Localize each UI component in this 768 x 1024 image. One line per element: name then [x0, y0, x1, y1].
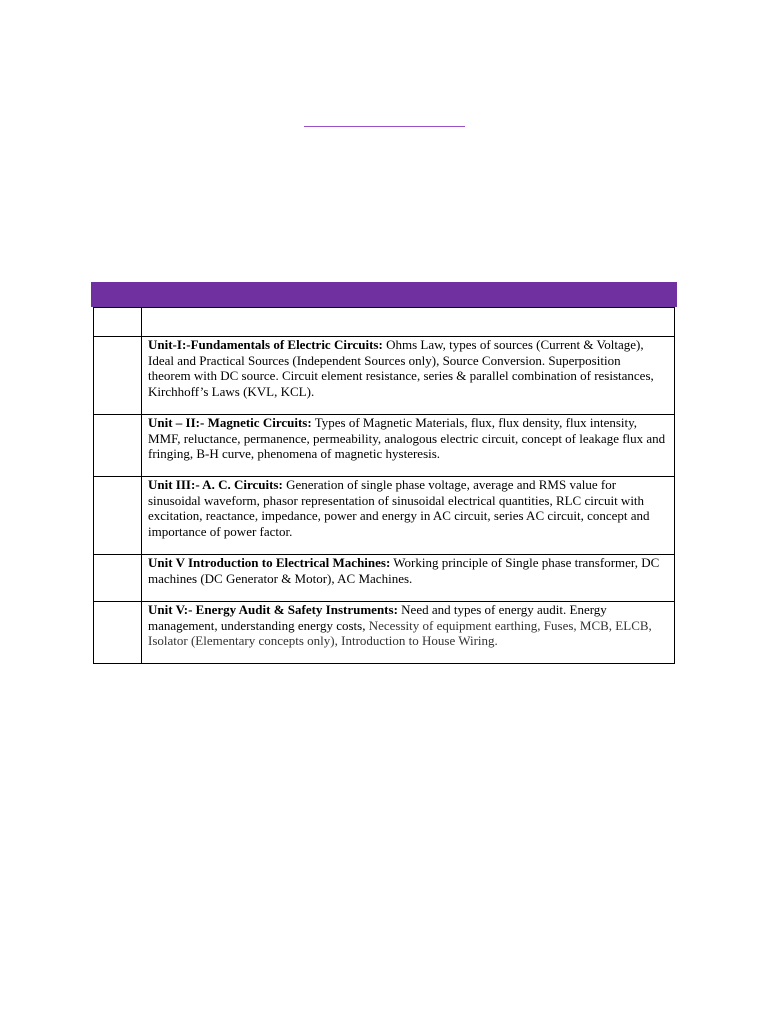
unit-description-continued: Necessity of equipment earthing, Fuses, MCB, ELCB, Isolator (Elementary concepts only), Introduction to House Wiring. — [148, 617, 652, 648]
unit-description: Ohms Law, types of sources (Current & Voltage), Ideal and Practical Sources (Independent Sources only), Source Conversion. Superposition theorem with DC source. Circuit element resistance, series & parallel combination of resistances, Kirchhoff’s Laws (KVL, KCL). — [148, 337, 654, 399]
syllabus-table — [93, 307, 675, 664]
unit-number-cell — [94, 602, 142, 664]
unit-number-cell — [94, 415, 142, 477]
table-row — [94, 337, 675, 415]
unit-content-cell — [142, 477, 675, 555]
table-row — [94, 415, 675, 477]
unit-heading: Unit – II:- Magnetic Circuits: — [148, 415, 312, 430]
unit-description: Types of Magnetic Materials, flux, flux density, flux intensity, MMF, reluctance, permanence, permeability, analogous electric circuit, concept of leakage flux and fringing, B-H curve, phenomena of magnetic hysteresis. — [148, 415, 666, 461]
table-row — [94, 477, 675, 555]
unit-number-cell — [94, 555, 142, 602]
unit-heading: Unit-I:-Fundamentals of Electric Circuits: — [148, 337, 383, 352]
table-row — [94, 602, 675, 664]
unit-number-cell — [94, 337, 142, 415]
unit-content-cell — [142, 602, 675, 664]
table-header-row — [94, 308, 675, 337]
table-header-band — [91, 282, 677, 307]
header-cell-content — [142, 308, 675, 337]
table-row — [94, 555, 675, 602]
unit-heading: Unit V Introduction to Electrical Machines: — [148, 555, 391, 570]
unit-description: Need and types of energy audit. Energy management, understanding energy costs, — [148, 602, 607, 633]
header-cell-number — [94, 308, 142, 337]
unit-content-cell — [142, 555, 675, 602]
unit-number-cell — [94, 477, 142, 555]
title-underline — [304, 126, 465, 127]
unit-content-cell — [142, 337, 675, 415]
unit-description: Working principle of Single phase transformer, DC machines (DC Generator & Motor), AC Machines. — [148, 555, 660, 586]
unit-heading: Unit V:- Energy Audit & Safety Instruments: — [148, 602, 398, 617]
unit-heading: Unit III:- A. C. Circuits: — [148, 477, 283, 492]
unit-content-cell — [142, 415, 675, 477]
unit-description: Generation of single phase voltage, average and RMS value for sinusoidal waveform, phasor representation of sinusoidal electrical quantities, RLC circuit with excitation, reactance, impedance, power and energy in AC circuit, series AC circuit, concept and importance of power factor. — [148, 477, 650, 539]
